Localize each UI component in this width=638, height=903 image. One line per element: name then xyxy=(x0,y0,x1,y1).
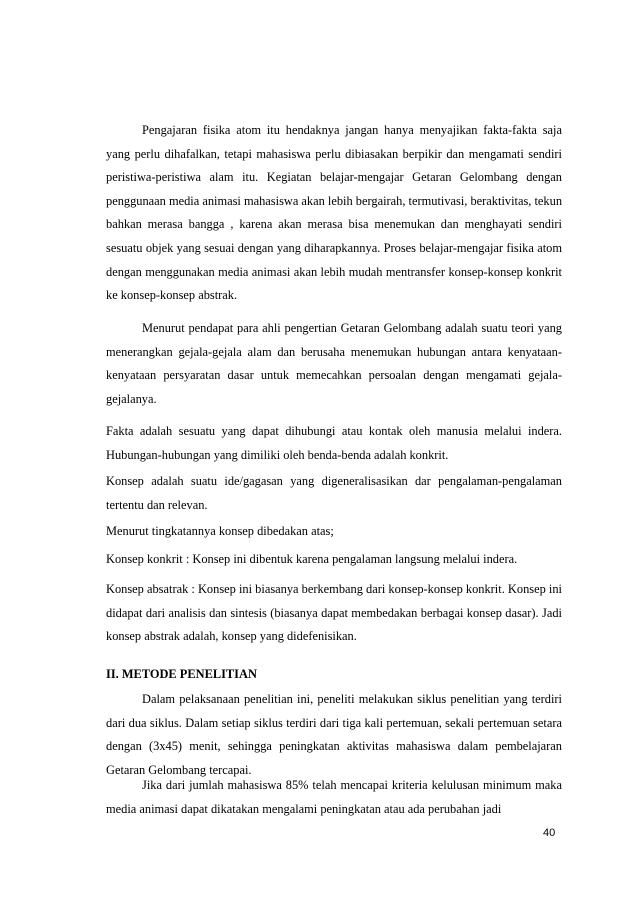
paragraph-jika-dari-jumlah: Jika dari jumlah mahasiswa 85% telah mencapai kriteria kelulusan minimum maka media animasi dapat dikatakan mengalami peningkatan atau ada perubahan jadi xyxy=(106,778,562,816)
section-heading: II. METODE PENELITIAN xyxy=(106,667,257,681)
page-number: 40 xyxy=(543,827,556,839)
paragraph-dalam-pelaksanaan: Dalam pelaksanaan penelitian ini, peneliti melakukan siklus penelitian yang terdiri dari dua siklus. Dalam setiap siklus terdiri dari tiga kali pertemuan, sekali pertemuan setara dengan (3x45) menit, sehingga peningkatan aktivitas mahasiswa dalam pembelajaran Getaran Gelombang tercapai. xyxy=(106,692,562,777)
paragraph-menurut-pendapat: Menurut pendapat para ahli pengertian Getaran Gelombang adalah suatu teori yang menerangkan gejala-gejala alam dan berusaha menemukan hubungan antara kenyataan-kenyataan persyaratan dasar untuk memecahkan persoalan dengan mengamati gejala-gejalanya. xyxy=(106,321,562,406)
paragraph-konsep: Konsep adalah suatu ide/gagasan yang digeneralisasikan dar pengalaman-pengalaman tertentu dan relevan. xyxy=(106,474,562,512)
paragraph-fakta: Fakta adalah sesuatu yang dapat dihubungi atau kontak oleh manusia melalui indera. Hubungan-hubungan yang dimiliki oleh benda-benda adalah konkrit. xyxy=(106,424,562,462)
paragraph-konsep-abstrak: Konsep absatrak : Konsep ini biasanya berkembang dari konsep-konsep konkrit. Konsep ini didapat dari analisis dan sintesis (biasanya dapat membedakan berbagai konsep dasar). Jadi konsep abstrak adalah, konsep yang didefenisikan. xyxy=(106,582,562,644)
paragraph-pengajaran-fisika: Pengajaran fisika atom itu hendaknya jangan hanya menyajikan fakta-fakta saja yang perlu dihafalkan, tetapi mahasiswa perlu dibiasakan berpikir dan mengamati sendiri peristiwa-peristiwa alam itu. Kegiatan belajar-mengajar Getaran Gelombang dengan penggunaan media animasi mahasiswa akan lebih bergairah, termutivasi, beraktivitas, tekun bahkan merasa bangga , karena akan merasa bisa menemukan dan menghayati sendiri sesuatu objek yang sesuai dengan yang diharapkannya. Proses belajar-mengajar fisika atom dengan menggunakan media animasi akan lebih mudah mentransfer konsep-konsep konkrit ke konsep-konsep abstrak. xyxy=(106,123,563,303)
paragraph-tingkatan-konsep: Menurut tingkatannya konsep dibedakan atas; xyxy=(106,524,334,538)
paragraph-konsep-konkrit: Konsep konkrit : Konsep ini dibentuk karena pengalaman langsung melalui indera. xyxy=(106,552,518,566)
